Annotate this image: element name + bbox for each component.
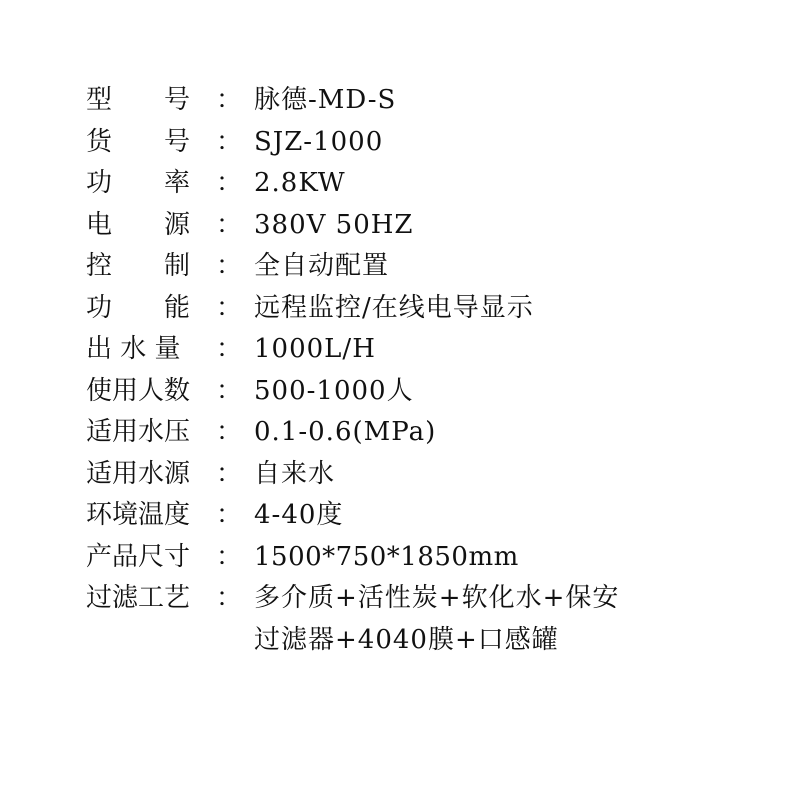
spec-row-power (86, 163, 766, 205)
spec-label: 使用人数 (86, 375, 191, 406)
spec-label: 电 源 (86, 209, 191, 240)
spec-value: 380V 50HZ (254, 209, 414, 240)
colon: ： (216, 168, 243, 198)
spec-row-temperature (86, 495, 766, 537)
colon: ： (216, 85, 243, 115)
spec-label: 适用水压 (86, 417, 191, 447)
spec-row-item-number (86, 122, 766, 164)
colon: ： (216, 292, 243, 323)
spec-row-dimensions (86, 537, 766, 579)
spec-row-water-source (86, 454, 766, 496)
spec-label: 货 号 (86, 126, 191, 157)
spec-value: 1500*750*1850mm (254, 541, 519, 572)
colon: ： (216, 334, 243, 364)
spec-value: 全自动配置 (254, 251, 390, 281)
colon: ： (216, 126, 243, 157)
spec-label: 功 能 (86, 292, 191, 323)
spec-value: 远程监控/在线电导显示 (254, 292, 534, 323)
colon: ： (216, 417, 243, 447)
spec-value: 自来水 (254, 458, 336, 489)
spec-row-function (86, 288, 766, 330)
colon: ： (216, 458, 243, 489)
spec-value: 0.1-0.6(MPa) (254, 417, 437, 447)
spec-value: 多介质+活性炭+软化水+保安 (254, 583, 620, 613)
colon: ： (216, 500, 243, 530)
spec-label: 出 水 量 (86, 334, 181, 364)
spec-label: 产品尺寸 (86, 541, 191, 572)
colon: ： (216, 375, 243, 406)
spec-row-users (86, 371, 766, 413)
spec-value: 4-40度 (254, 500, 344, 530)
spec-value: 500-1000人 (254, 375, 414, 406)
spec-value: 脉德-MD-S (254, 85, 397, 115)
colon: ： (216, 251, 243, 281)
spec-label: 功 率 (86, 168, 191, 198)
spec-value: 1000L/H (254, 334, 376, 364)
colon: ： (216, 583, 243, 613)
spec-sheet (86, 80, 766, 661)
spec-value: 过滤器+4040膜+口感罐 (254, 624, 559, 655)
spec-label: 过滤工艺 (86, 583, 191, 613)
spec-row-filtration-continued (86, 620, 766, 662)
spec-label: 环境温度 (86, 500, 191, 530)
colon: ： (216, 541, 243, 572)
spec-value: SJZ-1000 (254, 126, 384, 157)
spec-row-output (86, 329, 766, 371)
colon: ： (216, 209, 243, 240)
spec-row-pressure (86, 412, 766, 454)
spec-label: 适用水源 (86, 458, 191, 489)
spec-row-filtration (86, 578, 766, 620)
spec-value: 2.8KW (254, 168, 346, 198)
spec-row-control (86, 246, 766, 288)
spec-label: 型 号 (86, 85, 191, 115)
spec-row-supply (86, 205, 766, 247)
spec-row-model (86, 80, 766, 122)
spec-label: 控 制 (86, 251, 191, 281)
